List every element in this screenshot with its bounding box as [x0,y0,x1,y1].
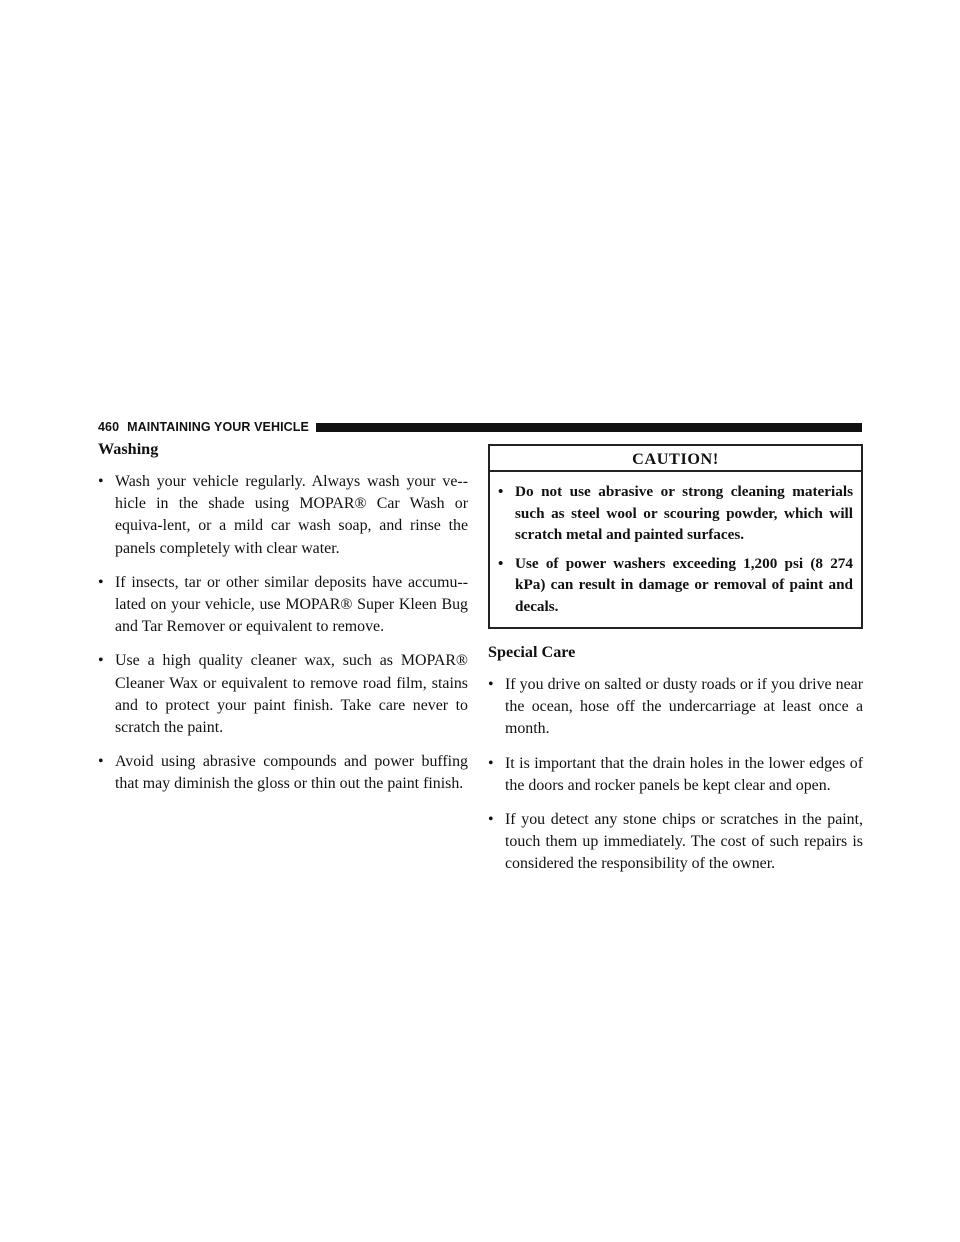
washing-list [98,471,468,796]
page-number: 460 [98,420,120,434]
list-item [498,553,853,618]
bullet-icon: • [488,811,494,829]
list-item-text: Wash your vehicle regularly. Always wash your ve-hicle in the shade using MOPAR® Car Wash or equiva-lent, or a mild car wash soap, and rinse the panels completely with clear water. [115,473,468,557]
bullet-icon: • [98,573,104,591]
bullet-icon: • [98,473,104,490]
special-care-heading: Special Care [488,643,576,661]
list-item-text: Avoid using abrasive compounds and power buffing that may diminish the gloss or thin out the paint finish. [115,753,468,793]
running-header [98,419,862,435]
list-item [488,674,863,741]
list-item-text: Use of power washers exceeding 1,200 psi (8 274 kPa) can result in damage or removal of paint and decals. [515,554,853,615]
bullet-icon: • [498,554,504,572]
bullet-icon: • [488,754,494,772]
caution-body [490,472,861,627]
chapter-title: MAINTAINING YOUR VEHICLE [127,420,309,434]
list-item-text: Do not use abrasive or strong cleaning materials such as steel wool or scouring powder, which will scratch metal and painted surfaces. [515,483,853,543]
washing-heading: Washing [98,440,159,458]
left-column [98,438,468,808]
bullet-icon: • [488,676,494,693]
header-rule [316,423,862,432]
bullet-icon: • [98,753,104,771]
caution-list [498,481,853,617]
list-item [488,753,863,797]
special-care-list [488,674,863,876]
list-item-text: Use a high quality cleaner wax, such as MOPAR® Cleaner Wax or equivalent to remove road film, stains and to protect your paint finish. Take care never to scratch the paint. [115,652,468,737]
list-item-text: If you detect any stone chips or scratches in the paint, touch them up immediately. The cost of such repairs is considered the responsibility of the owner. [505,811,863,873]
bullet-icon: • [498,483,504,500]
list-item [98,751,468,795]
caution-heading: CAUTION! [490,446,861,472]
list-item [498,481,853,546]
caution-box [488,444,863,629]
bullet-icon: • [98,652,104,670]
list-item [98,471,468,560]
right-column [488,438,863,888]
list-item [98,650,468,739]
list-item [98,572,468,639]
list-item [488,809,863,876]
list-item-text: If insects, tar or other similar deposits have accumu-lated on your vehicle, use MOPAR® Super Kleen Bug and Tar Remover or equivalent to remove. [115,573,468,636]
list-item-text: If you drive on salted or dusty roads or if you drive near the ocean, hose off the undercarriage at least once a month. [505,676,863,738]
list-item-text: It is important that the drain holes in the lower edges of the doors and rocker panels be kept clear and open. [505,754,863,794]
